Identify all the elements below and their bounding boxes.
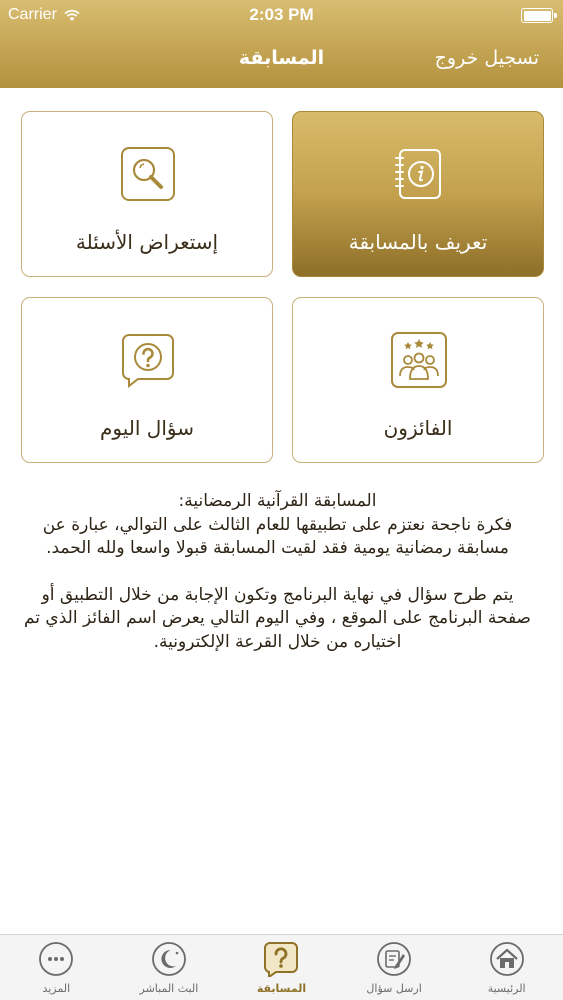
tab-label: المسابقة (256, 982, 307, 995)
status-time: 2:03 PM (249, 5, 314, 24)
crescent-live-icon (151, 941, 187, 977)
tile-about-competition[interactable] (292, 111, 544, 277)
tile-winners[interactable] (292, 297, 544, 463)
tab-live[interactable] (113, 935, 226, 1000)
tile-label: سؤال اليوم (100, 416, 194, 440)
header-bar (0, 0, 563, 88)
tab-competition[interactable] (225, 935, 338, 1000)
tab-label: البث المباشر (139, 982, 199, 995)
tab-more[interactable] (0, 935, 113, 1000)
carrier-label: Carrier (8, 6, 57, 23)
question-bubble-icon (263, 941, 299, 977)
tile-label: إستعراض الأسئلة (75, 230, 219, 254)
tab-label: المزيد (42, 982, 71, 995)
description-heading: المسابقة القرآنية الرمضانية: (178, 491, 377, 511)
tile-question-of-day[interactable] (21, 297, 273, 463)
tile-browse-questions[interactable] (21, 111, 273, 277)
tile-label: الفائزون (383, 416, 453, 440)
home-icon (489, 941, 525, 977)
tab-label: الرئيسية (487, 982, 526, 995)
status-bar (0, 0, 563, 30)
competition-description (22, 490, 533, 677)
magnifier-icon (120, 146, 176, 202)
question-bubble-icon (120, 332, 176, 388)
more-dots-icon (38, 941, 74, 977)
description-paragraph-2: يتم طرح سؤال في نهاية البرنامج وتكون الإجابة من خلال التطبيق أو صفحة البرنامج على الموقع ، وفي اليوم التالي يعرض اسم الفائز الذي تم اختياره من خلال القرعة الإلكترونية. (23, 584, 531, 652)
tab-send-question[interactable] (338, 935, 451, 1000)
description-paragraph-1: فكرة ناجحة نعتزم على تطبيقها للعام الثالث على التوالي، عبارة عن مسابقة رمضانية يومية فقد لقيت المسابقة قبولا واسعا ولله الحمد. (42, 514, 513, 558)
tab-home[interactable] (450, 935, 563, 1000)
tab-label: ارسل سؤال (366, 982, 422, 995)
tile-label: تعريف بالمسابقة (348, 230, 488, 254)
winners-group-icon (391, 332, 447, 388)
tab-bar (0, 934, 563, 1000)
compose-icon (376, 941, 412, 977)
info-notebook-icon (391, 146, 447, 202)
logout-button[interactable]: تسجيل خروج (434, 47, 539, 69)
battery-icon (521, 8, 553, 23)
page-title: المسابقة (238, 47, 325, 69)
